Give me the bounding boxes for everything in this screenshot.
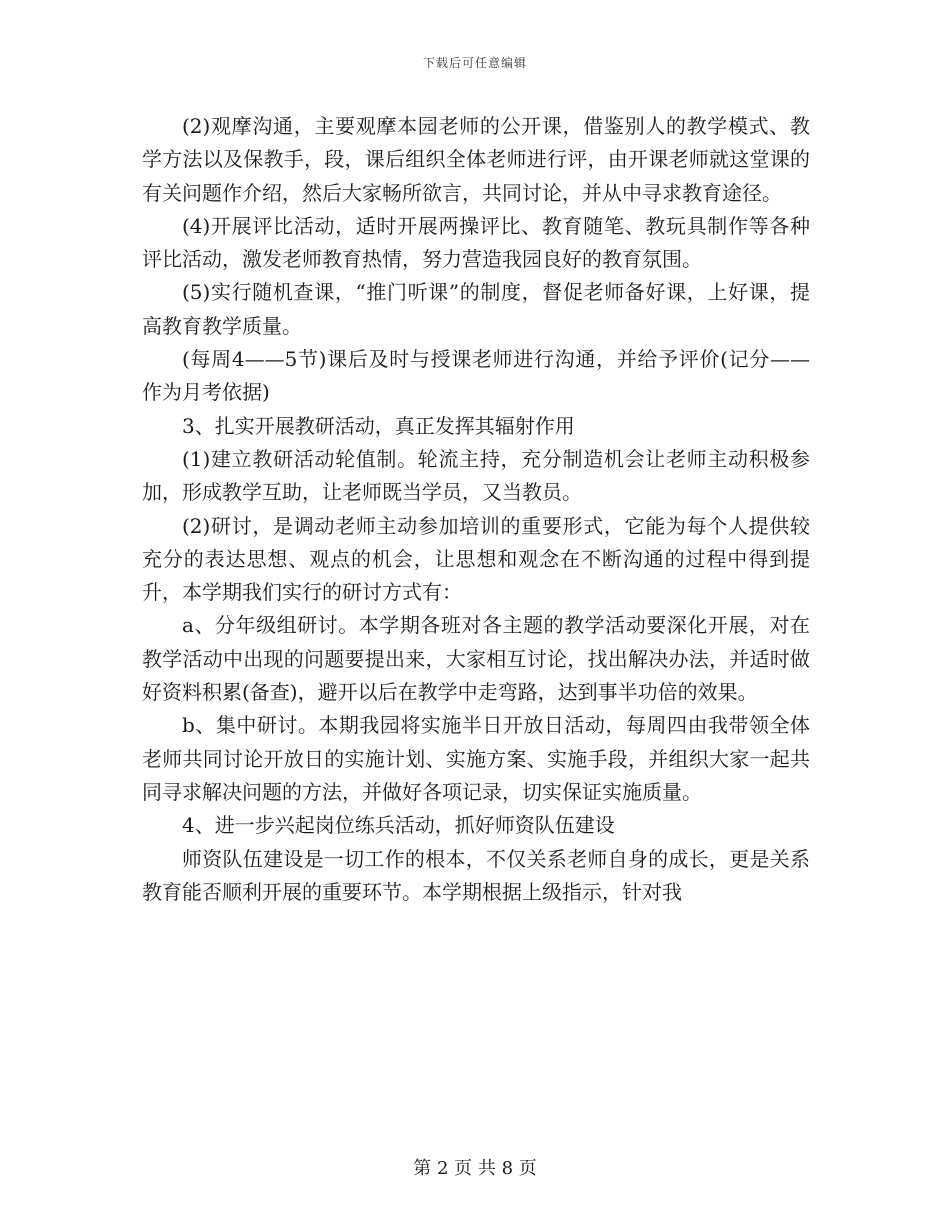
paragraph-central-discussion: b、集中研讨。本期我园将实施半日开放日活动，每周四由我带领全体老师共同讨论开放日的实施计划、实施方案、实施手段，并组织大家一起共同寻求解决问题的方法，并做好各项记录，切实保证实施质量。 [142, 713, 810, 804]
page-header: 下载后可任意编辑 [422, 56, 527, 70]
section-heading-staff-building: 4、进一步兴起岗位练兵活动，抓好师资队伍建设 [182, 813, 615, 838]
page-number: 第 2 页 共 8 页 [413, 1158, 537, 1179]
section-heading-teaching-research: 3、扎实开展教研活动，真正发挥其辐射作用 [182, 413, 575, 438]
paragraph-staff-building: 师资队伍建设是一切工作的根本，不仅关系老师自身的成长，更是关系教育能否顺利开展的重要环节。本学期根据上级指示，针对我 [142, 846, 810, 904]
paragraph-rotation-system: (1)建立教研活动轮值制。轮流主持，充分制造机会让老师主动积极参加，形成教学互助，让老师既当学员，又当教员。 [142, 446, 810, 505]
paragraph-weekly-lessons: (每周4——5节)课后及时与授课老师进行沟通，并给予评价(记分——作为月考依据) [142, 347, 810, 405]
paragraph-observation: (2)观摩沟通，主要观摩本园老师的公开课，借鉴别人的教学模式、教学方法以及保教手，段，课后组织全体老师进行评，由开课老师就这堂课的有关问题作介绍，然后大家畅所欲言，共同讨论，并从中寻求教育途径。 [142, 114, 810, 205]
paragraph-grade-discussion: a、分年级组研讨。本学期各班对各主题的教学活动要深化开展，对在教学活动中出现的问题要提出来，大家相互讨论，找出解决办法，并适时做好资料积累(备查)，避开以后在教学中走弯路，达到事半功倍的效果。 [142, 613, 810, 705]
document-body [142, 110, 810, 909]
paragraph-discussion: (2)研讨，是调动老师主动参加培训的重要形式，它能为每个人提供较充分的表达思想、观点的机会，让思想和观念在不断沟通的过程中得到提升，本学期我们实行的研讨方式有： [142, 513, 810, 605]
paragraph-random-check: (5)实行随机查课，“推门听课”的制度，督促老师备好课，上好课，提高教育教学质量。 [142, 280, 810, 338]
paragraph-evaluation: (4)开展评比活动，适时开展两操评比、教育随笔、教玩具制作等各种评比活动，激发老师教育热情，努力营造我园良好的教育氛围。 [142, 213, 810, 272]
